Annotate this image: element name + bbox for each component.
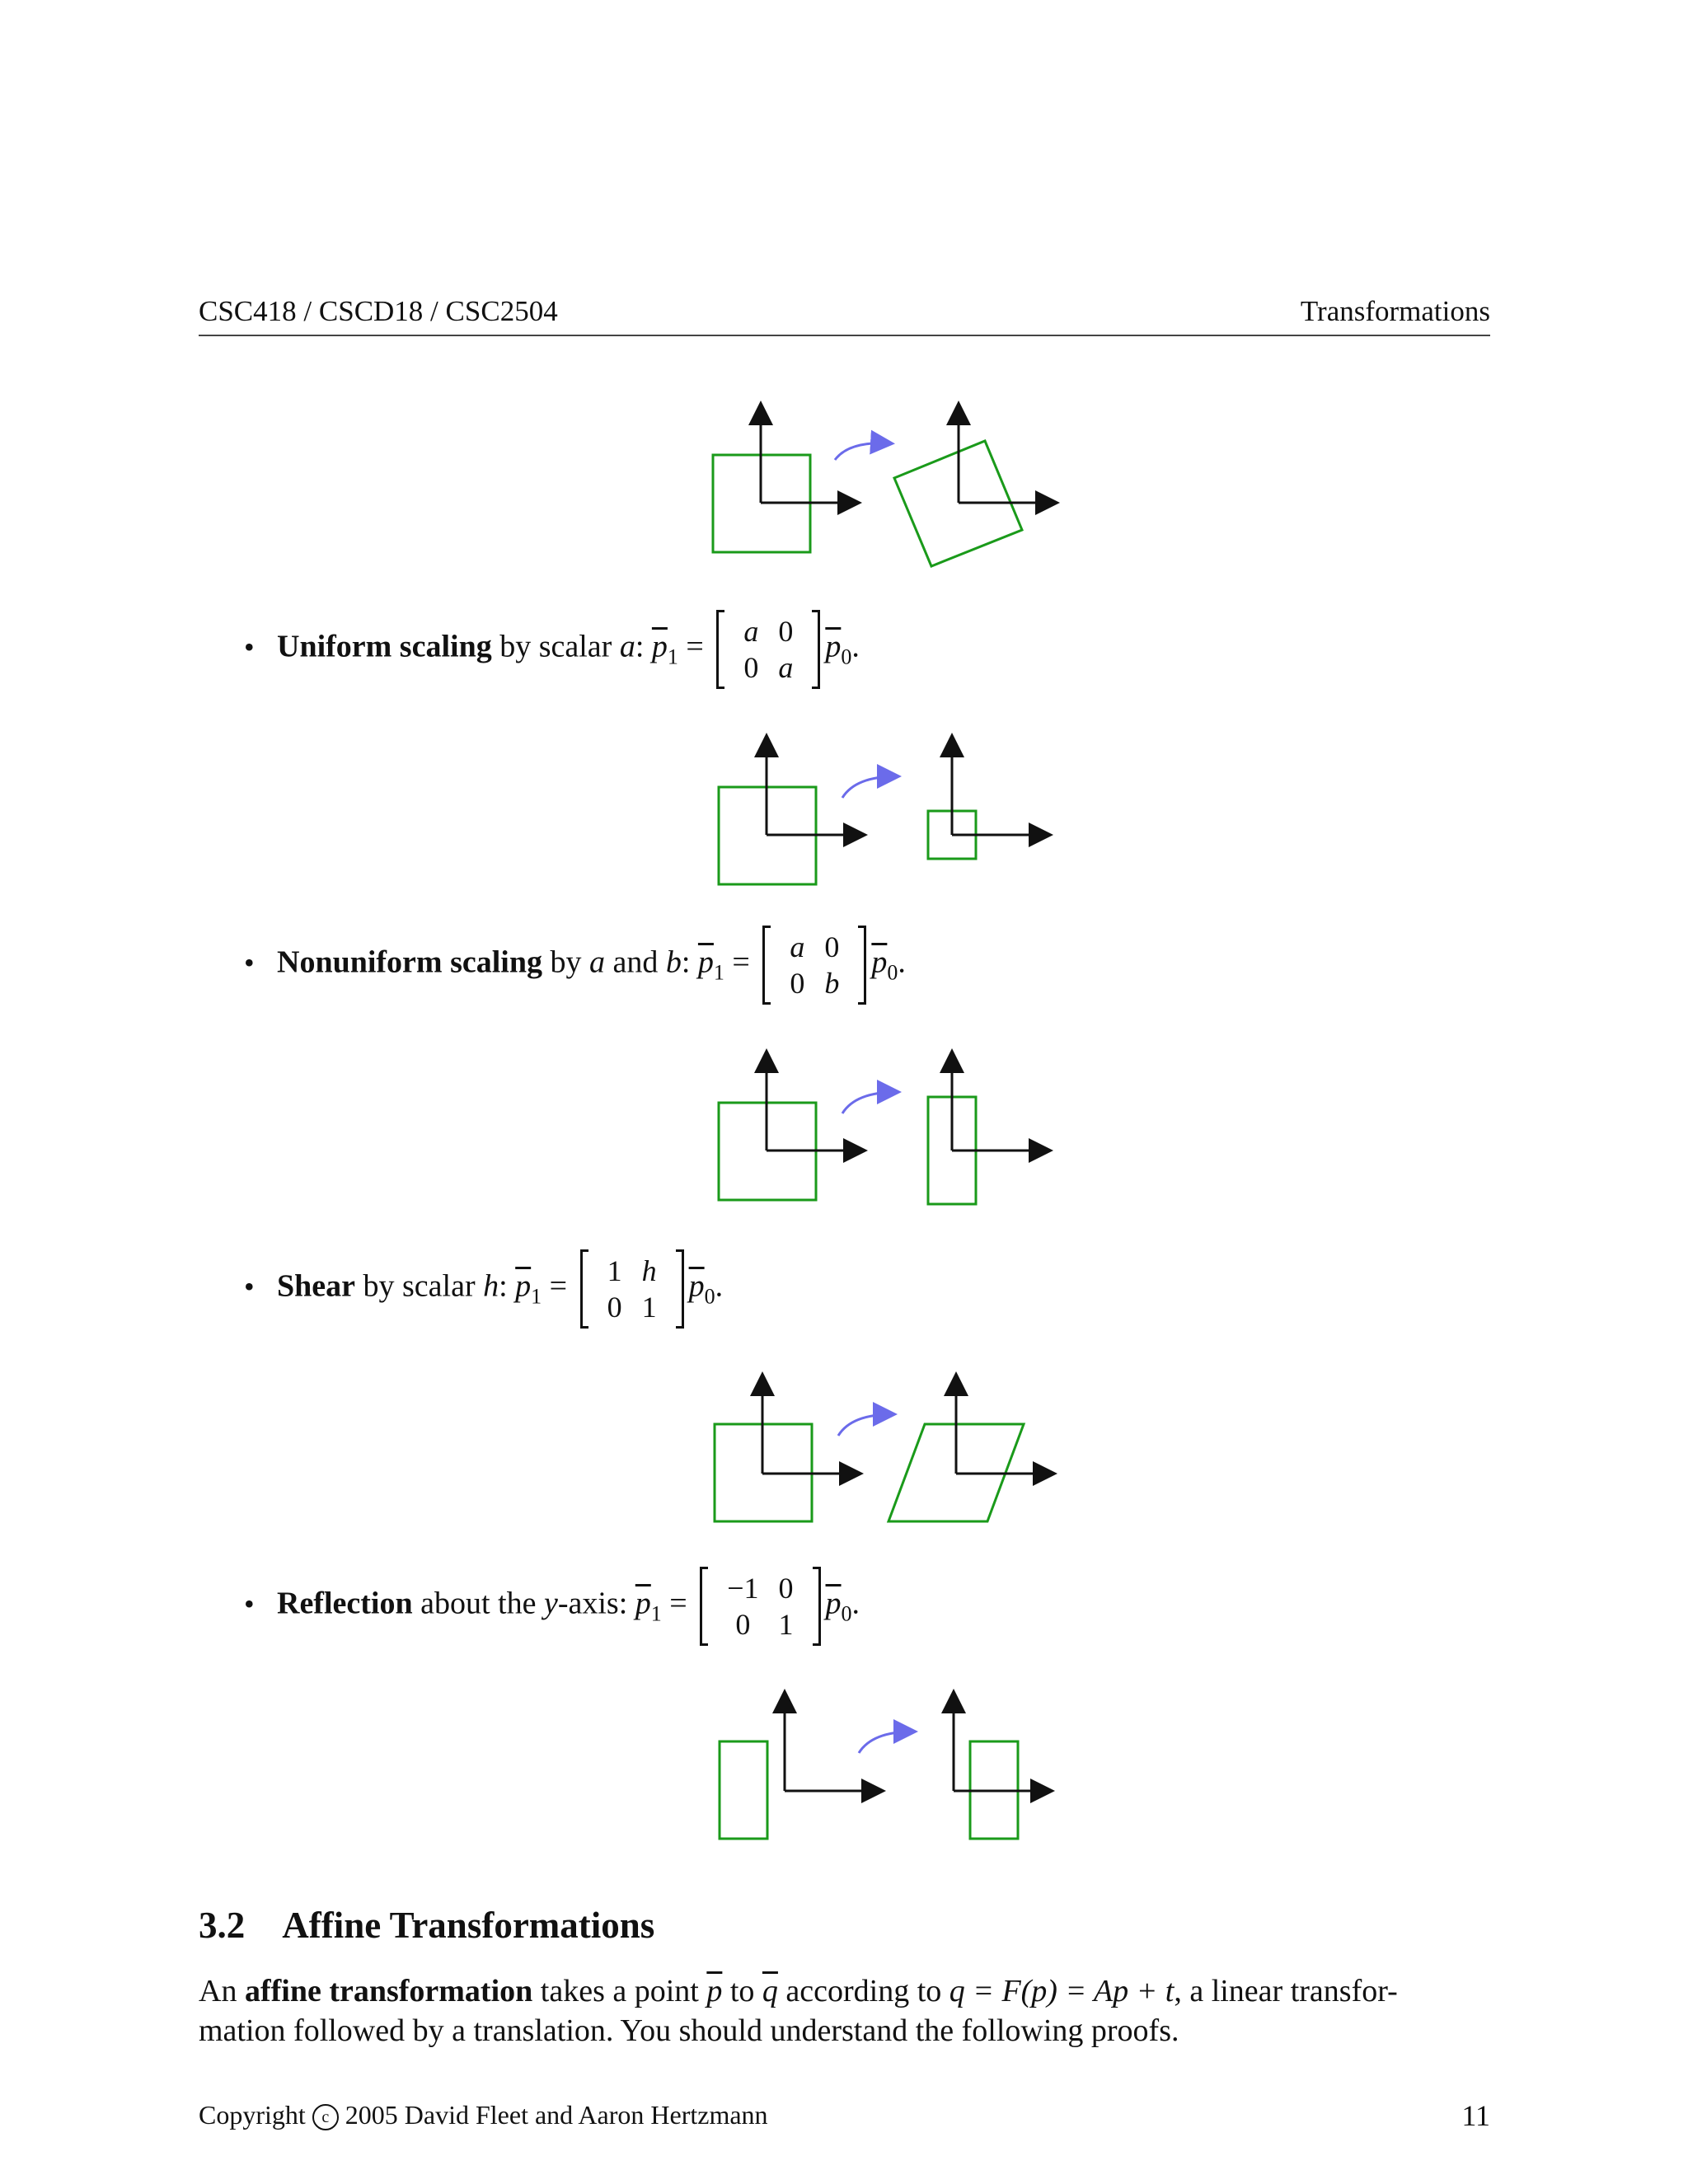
transform-arrow xyxy=(842,1092,897,1113)
matrix: a 0 0 b xyxy=(762,927,866,1003)
copyright-icon: c xyxy=(312,2104,339,2130)
matrix: −1 0 0 1 xyxy=(700,1568,820,1644)
reflection-item: • Reflection about the y-axis: $\overline{p}_1$ = −1 0 0 1 $\overline{p}_0$. xyxy=(244,1568,860,1644)
nonuniform-scaling-item: • Nonuniform scaling by a and b: $\overline{p}_1$ = a 0 0 b $\overline{p}_0$. xyxy=(244,927,906,1003)
section-heading xyxy=(199,1904,654,1947)
page-number: 11 xyxy=(1461,2099,1490,2132)
item-term: Uniform scaling xyxy=(277,629,492,664)
shear-item: • Shear by scalar h: $\overline{p}_1$ = 1 h 0 1 $\overline{p}_0$. xyxy=(244,1251,723,1327)
figure-nonuniform-scaling xyxy=(692,1043,1063,1216)
figure-uniform-scaling xyxy=(692,725,1063,890)
figure-shear xyxy=(692,1368,1063,1541)
footer-copyright: Copyright c 2005 David Fleet and Aaron Hertzmann xyxy=(199,2100,768,2130)
matrix: a 0 0 a xyxy=(716,612,820,687)
header-rule xyxy=(199,335,1490,336)
affine-term: affine transformation xyxy=(244,1974,533,2008)
affine-paragraph: An affine transformation takes a point $\overline{p}$ to $\overline{q}$ according to q = F(p) = Ap + t, a linear transfor- mation followed by a translation. You should understand the following proofs. xyxy=(199,1974,1398,2048)
transform-arrow xyxy=(842,776,897,798)
figure-rotation xyxy=(692,396,1063,577)
source-rectangle xyxy=(720,1741,767,1839)
transform-arrow xyxy=(838,1414,893,1436)
section-title: Affine Transformations xyxy=(282,1905,655,1946)
header-course: CSC418 / CSCD18 / CSC2504 xyxy=(199,295,558,327)
section-number: 3.2 xyxy=(199,1905,246,1946)
matrix: 1 h 0 1 xyxy=(580,1251,684,1327)
item-term: Reflection xyxy=(277,1586,413,1621)
item-term: Nonuniform scaling xyxy=(277,944,542,980)
uniform-scaling-item: • Uniform scaling by scalar a: $\overline{p}_1$ = a 0 0 a $\overline{p}_0$. xyxy=(244,612,860,687)
affine-formula: q = F(p) = Ap + t xyxy=(949,1974,1175,2008)
transform-arrow xyxy=(859,1732,913,1753)
figure-reflection xyxy=(692,1685,1063,1850)
transform-arrow xyxy=(835,443,890,460)
header-topic: Transformations xyxy=(1300,295,1490,327)
item-term: Shear xyxy=(277,1268,355,1304)
